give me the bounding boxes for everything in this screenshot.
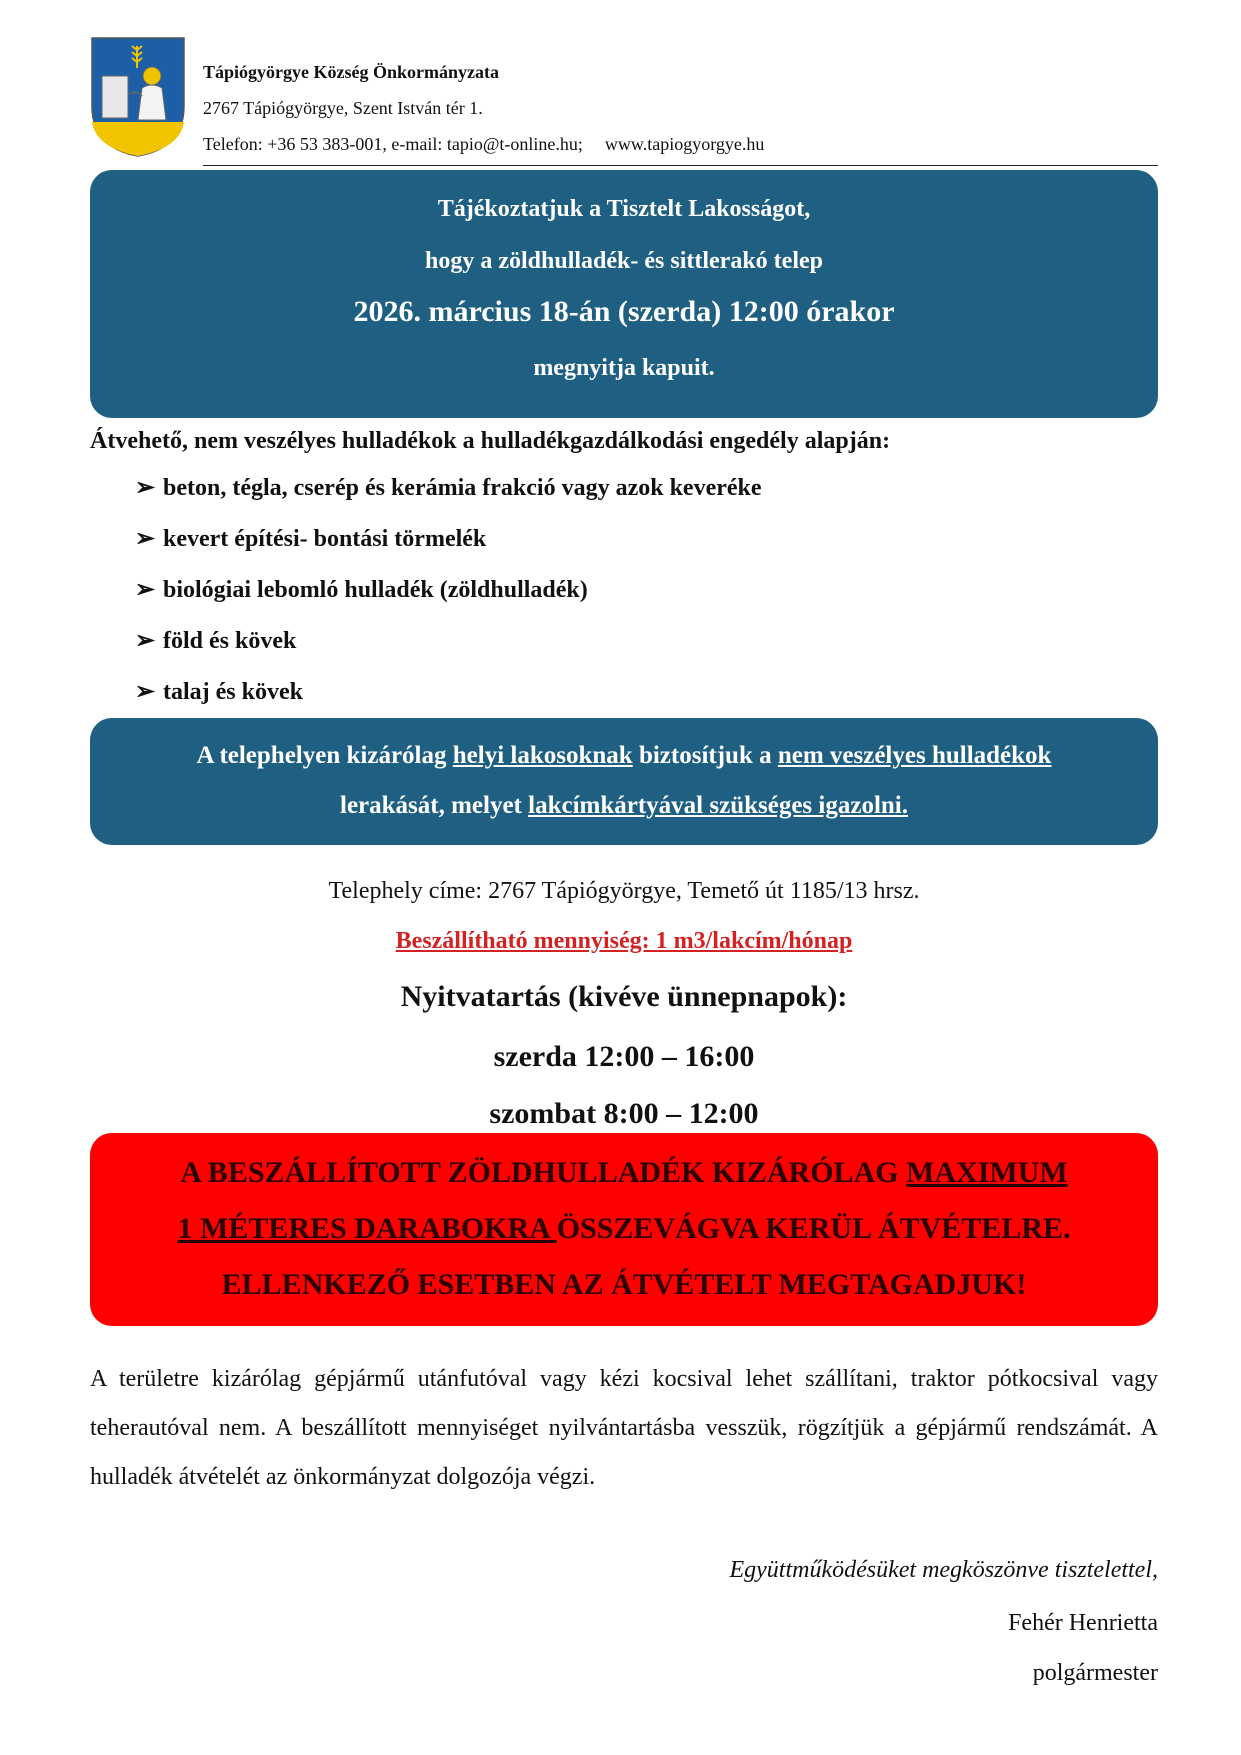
announcement-line-4: megnyitja kapuit. — [533, 355, 715, 381]
arrow-bullet-icon: ➢ — [135, 628, 156, 654]
announcement-line-2: hogy a zöldhulladék- és sittlerakó telep — [424, 248, 823, 274]
announcement-date: 2026. március 18-án (szerda) 12:00 órakor — [353, 295, 895, 328]
contact-line — [203, 133, 764, 155]
resident-notice-box: A telephelyen kizárólag helyi lakosoknak biztosítjuk a nem veszélyes hulladékok lerakását, melyet lakcímkártyával szükséges igazolni. — [90, 718, 1158, 845]
quantity-limit: Beszállítható mennyiség: 1 m3/lakcím/hónap — [395, 928, 853, 954]
size-limit-warning-box: A BESZÁLLÍTOTT ZÖLDHULLADÉK KIZÁRÓLAG MAXIMUM 1 MÉTERES DARABOKRA ÖSSZEVÁGVA KERÜL ÁTVÉTELRE. ELLENKEZŐ ESETBEN AZ ÁTVÉTELT MEGTAGADJUK! — [90, 1133, 1158, 1326]
arrow-bullet-icon: ➢ — [135, 526, 156, 552]
list-item: ➢ talaj és kövek — [135, 674, 762, 725]
header-divider — [203, 165, 1158, 166]
opening-announcement-box — [90, 170, 1158, 418]
contact-phone-email: Telefon: +36 53 383-001, e-mail: tapio@t-online.hu; — [203, 134, 583, 154]
organization-name: Tápiógyörgye Község Önkormányzata — [203, 62, 499, 82]
list-item: ➢ föld és kövek — [135, 623, 762, 674]
list-item: ➢ beton, tégla, cserép és kerámia frakció vagy azok keveréke — [135, 470, 762, 521]
list-item: ➢ biológiai lebomló hulladék (zöldhulladék) — [135, 572, 762, 623]
opening-hours-saturday: szombat 8:00 – 12:00 — [489, 1097, 759, 1130]
closing-phrase: Együttműködésüket megköszönve tisztelettel, — [729, 1557, 1158, 1583]
arrow-bullet-icon: ➢ — [135, 679, 156, 705]
website-link[interactable]: www.tapiogyorgye.hu — [604, 134, 765, 154]
arrow-bullet-icon: ➢ — [135, 577, 156, 603]
signatory-name: Fehér Henrietta — [1008, 1610, 1158, 1636]
municipal-coat-of-arms — [90, 36, 186, 158]
accepted-waste-intro: Átvehető, nem veszélyes hulladékok a hulladékgazdálkodási engedély alapján: — [90, 428, 891, 454]
list-item: ➢ kevert építési- bontási törmelék — [135, 521, 762, 572]
accepted-waste-list — [135, 470, 762, 725]
site-address: Telephely címe: 2767 Tápiógyörgye, Temető út 1185/13 hrsz. — [328, 878, 920, 904]
opening-hours-title: Nyitvatartás (kivéve ünnepnapok): — [400, 980, 848, 1013]
arrow-bullet-icon: ➢ — [135, 475, 156, 501]
organization-address: 2767 Tápiógyörgye, Szent István tér 1. — [203, 98, 483, 118]
announcement-line-1: Tájékoztatjuk a Tisztelt Lakosságot, — [437, 196, 811, 222]
signatory-title: polgármester — [1032, 1660, 1158, 1686]
transport-info: A területre kizárólag gépjármű utánfutóval vagy kézi kocsival lehet szállítani, traktor pótkocsival vagy teherautóval nem. A beszállított mennyiséget nyilvántartásba vesszük, rögzítjük a gépjármű rendszámát. A hulladék átvételét az önkormányzat dolgozója végzi. — [90, 1366, 1158, 1490]
opening-hours-wednesday: szerda 12:00 – 16:00 — [493, 1040, 755, 1073]
